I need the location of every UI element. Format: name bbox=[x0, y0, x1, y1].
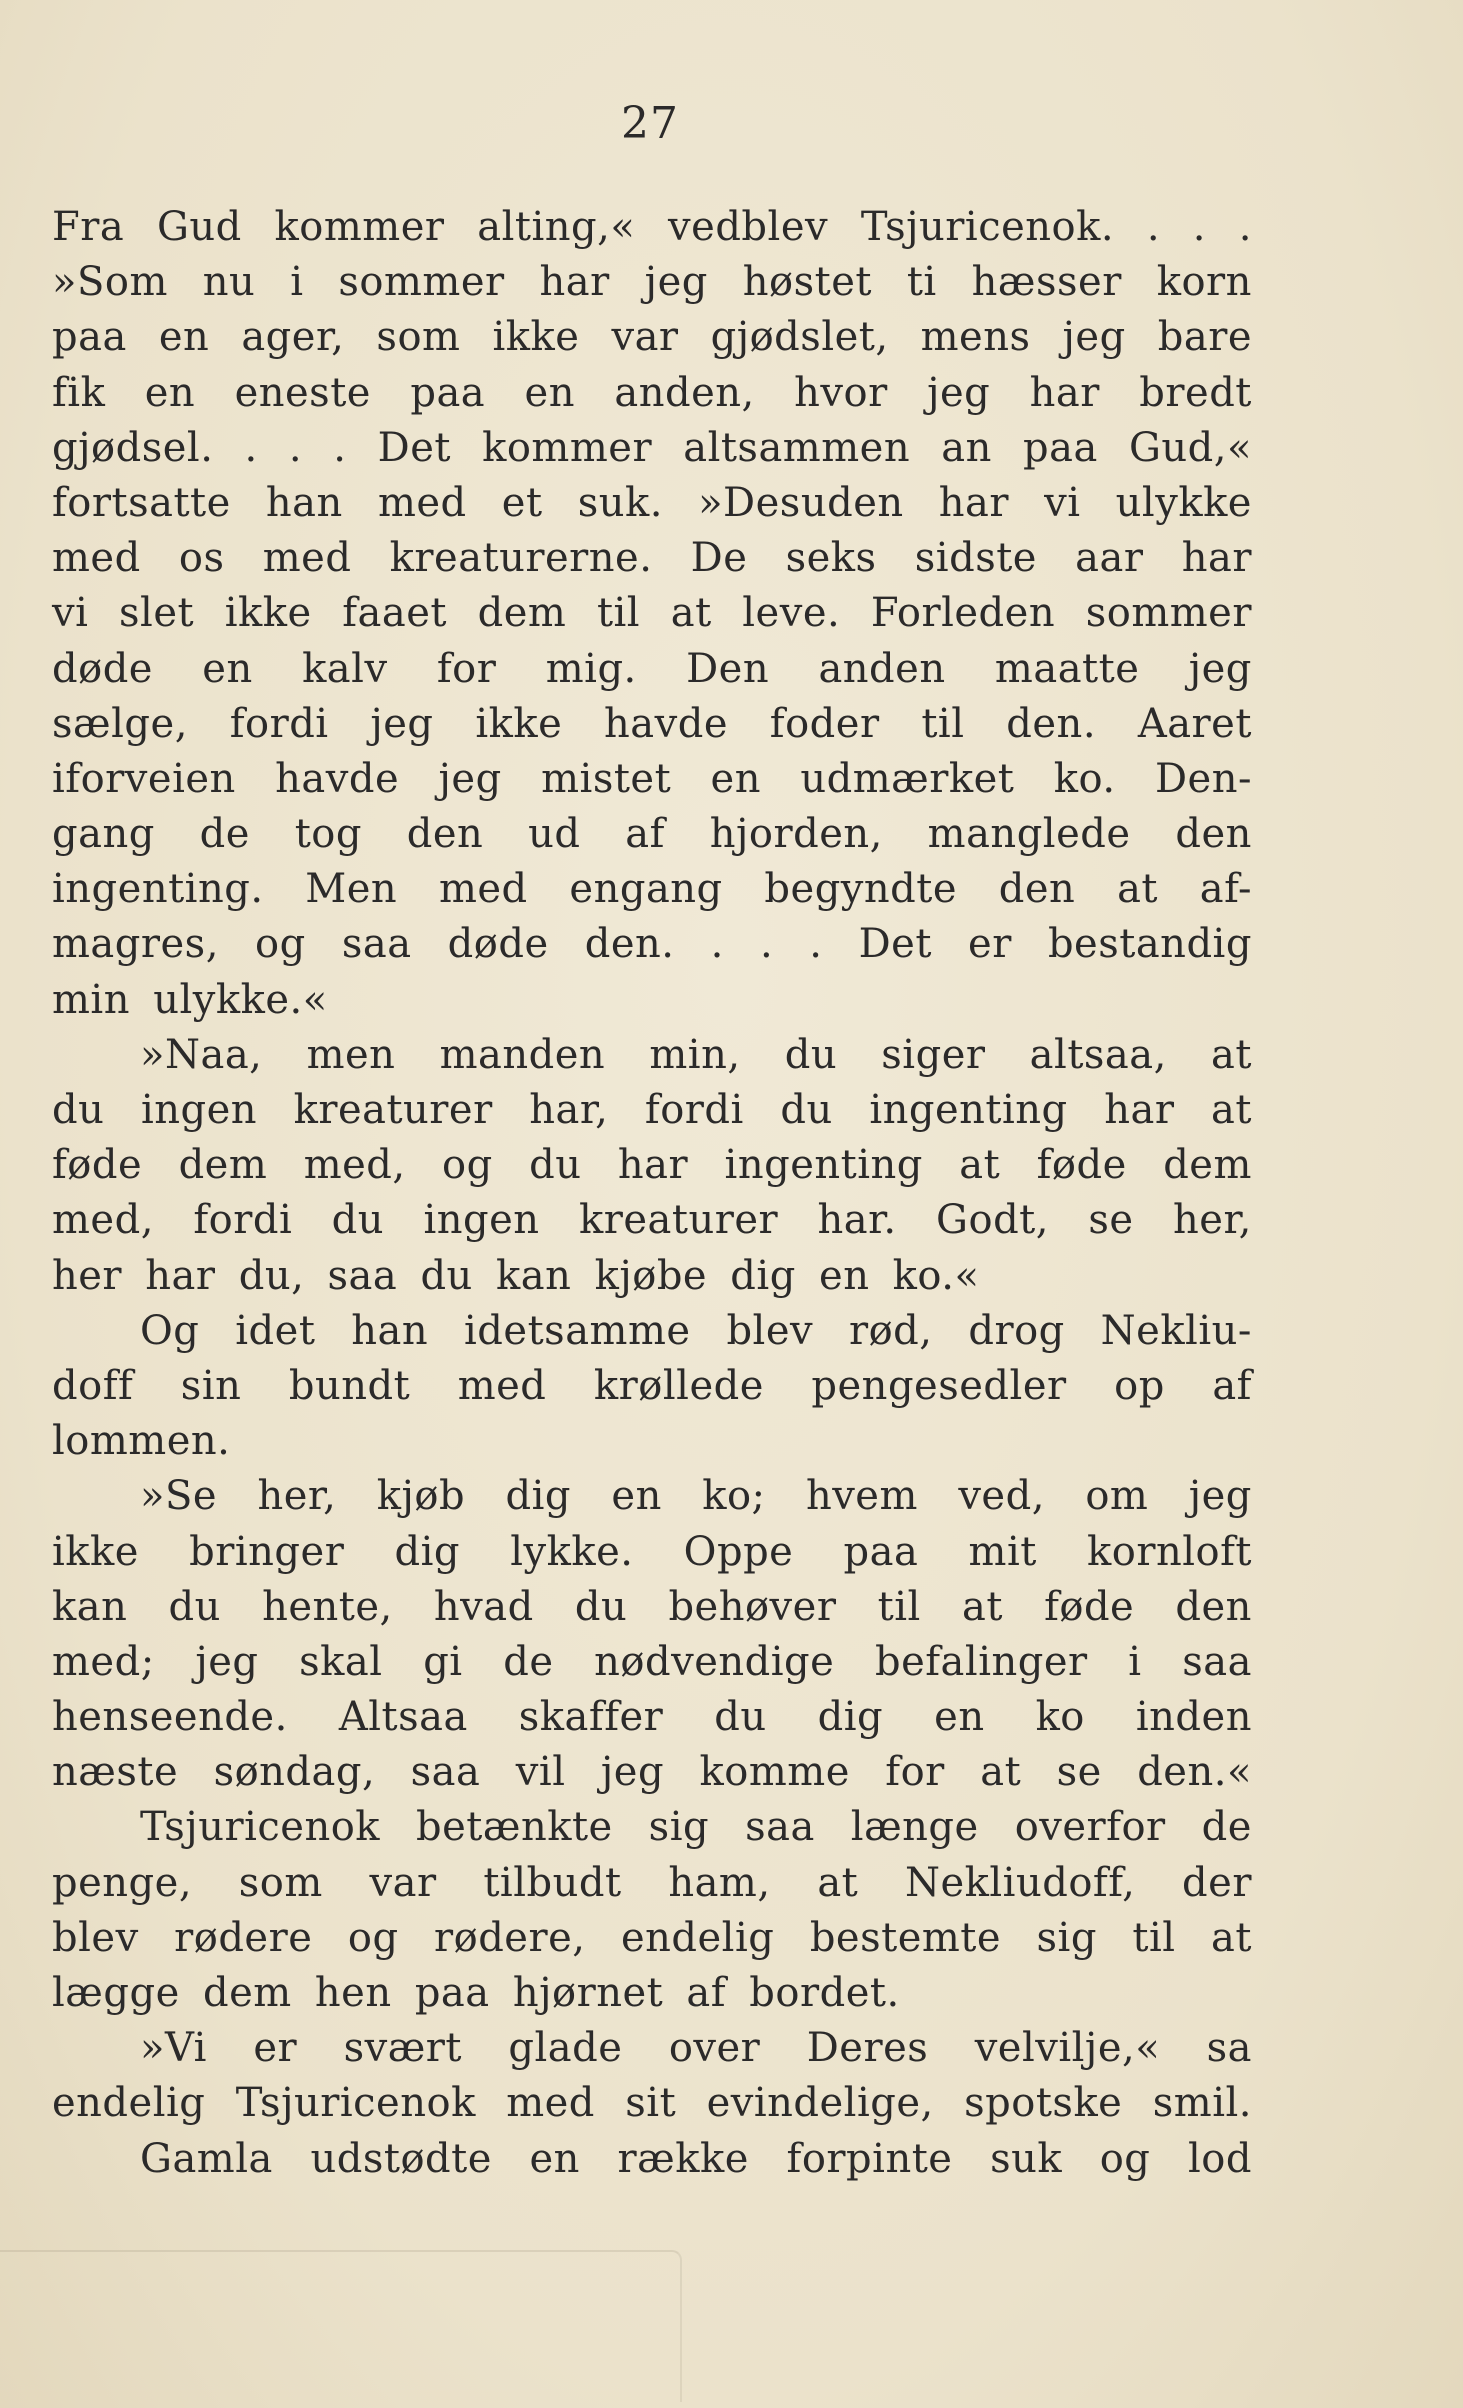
text-line: henseende. Altsaa skaffer du dig en ko inden bbox=[52, 1694, 1252, 1741]
text-line: Gamla udstødte en række forpinte suk og lod bbox=[140, 2135, 1252, 2182]
text-line: næste søndag, saa vil jeg komme for at se den.« bbox=[52, 1749, 1252, 1796]
text-line: Og idet han idetsamme blev rød, drog Nekliu- bbox=[140, 1307, 1252, 1354]
text-line: »Naa, men manden min, du siger altsaa, at bbox=[140, 1031, 1252, 1078]
text-line: Fra Gud kommer alting,« vedblev Tsjuricenok. . . . bbox=[52, 204, 1252, 250]
text-line: Tsjuricenok betænkte sig saa længe overfor de bbox=[140, 1804, 1252, 1851]
text-line: kan du hente, hvad du behøver til at føde den bbox=[52, 1583, 1252, 1630]
text-line: lommen. bbox=[52, 1418, 231, 1465]
text-line: blev rødere og rødere, endelig bestemte sig til at bbox=[52, 1914, 1252, 1961]
text-line: sælge, fordi jeg ikke havde foder til den. Aaret bbox=[52, 700, 1252, 747]
text-line: magres, og saa døde den. . . . Det er bestandig bbox=[52, 921, 1252, 968]
text-line: ikke bringer dig lykke. Oppe paa mit kornloft bbox=[52, 1528, 1252, 1575]
text-line: »Se her, kjøb dig en ko; hvem ved, om jeg bbox=[140, 1473, 1252, 1520]
text-line: gang de tog den ud af hjorden, manglede den bbox=[52, 811, 1252, 858]
text-line: »Vi er svært glade over Deres velvilje,« sa bbox=[140, 2025, 1252, 2072]
text-line: »Som nu i sommer har jeg høstet ti hæsser korn bbox=[52, 259, 1252, 306]
text-line: fortsatte han med et suk. »Desuden har vi ulykke bbox=[52, 479, 1252, 526]
text-line: føde dem med, og du har ingenting at føde dem bbox=[52, 1142, 1252, 1189]
text-line: endelig Tsjuricenok med sit evindelige, spotske smil. bbox=[52, 2080, 1252, 2127]
text-line: paa en ager, som ikke var gjødslet, mens jeg bare bbox=[52, 314, 1252, 361]
text-line: iforveien havde jeg mistet en udmærket ko. Den- bbox=[52, 755, 1252, 802]
text-line: her har du, saa du kan kjøbe dig en ko.« bbox=[52, 1252, 980, 1299]
text-line: penge, som var tilbudt ham, at Nekliudoff, der bbox=[52, 1859, 1252, 1906]
text-line: ingenting. Men med engang begyndte den at af- bbox=[52, 866, 1252, 913]
paper-fold-mark bbox=[0, 2250, 682, 2402]
text-line: med; jeg skal gi de nødvendige befalinger i saa bbox=[52, 1638, 1252, 1685]
text-line: med os med kreaturerne. De seks sidste aar har bbox=[52, 535, 1252, 582]
text-line: min ulykke.« bbox=[52, 976, 328, 1023]
page-number: 27 bbox=[621, 98, 679, 149]
text-line: døde en kalv for mig. Den anden maatte jeg bbox=[52, 645, 1252, 692]
text-line: du ingen kreaturer har, fordi du ingenting har at bbox=[52, 1087, 1252, 1133]
text-line: gjødsel. . . . Det kommer altsammen an paa Gud,« bbox=[52, 424, 1252, 471]
text-line: lægge dem hen paa hjørnet af bordet. bbox=[52, 1970, 900, 2016]
text-line: fik en eneste paa en anden, hvor jeg har bredt bbox=[52, 369, 1252, 416]
text-line: vi slet ikke faaet dem til at leve. Forleden sommer bbox=[52, 590, 1252, 637]
body-text bbox=[52, 200, 1252, 2187]
text-line: med, fordi du ingen kreaturer har. Godt, se her, bbox=[52, 1197, 1252, 1244]
text-line: doff sin bundt med krøllede pengesedler op af bbox=[52, 1362, 1252, 1409]
